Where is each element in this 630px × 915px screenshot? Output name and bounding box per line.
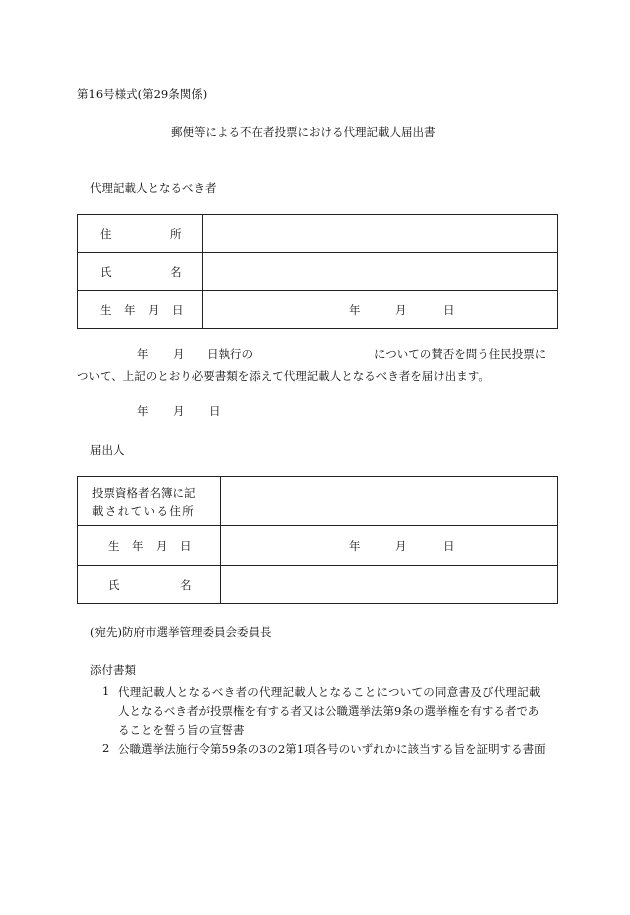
proxy-address-row — [78, 215, 558, 253]
proxy-name-row — [78, 253, 558, 291]
attachment-number: 2 — [102, 741, 110, 755]
proxy-birthdate-field[interactable] — [203, 291, 558, 329]
form-number: 第16号様式(第29条関係) — [77, 87, 208, 101]
applicant-name-row — [78, 566, 558, 604]
address-label: 住 所 — [100, 226, 182, 241]
submit-date: 年 月 日 — [137, 404, 221, 418]
year-label: 年 — [349, 538, 361, 553]
proxy-address-field[interactable] — [203, 215, 558, 253]
applicant-birthdate-field[interactable] — [221, 526, 558, 566]
applicant-address-row — [78, 477, 558, 526]
applicant-table — [77, 476, 558, 604]
proxy-table — [77, 214, 558, 329]
attachment-line: ることを誓う旨の宣誓書 — [118, 723, 245, 737]
attachment-line: 代理記載人となるべき者の代理記載人となることについての同意書及び代理記載 — [118, 685, 541, 699]
attachment-line: 公職選挙法施行令第59条の3の2第1項各号のいずれかに該当する旨を証明する書面 — [118, 742, 546, 756]
applicant-name-field[interactable] — [221, 566, 558, 604]
statement-line-1: 年 月 日執行の についての賛否を問う住民投票に — [137, 347, 547, 361]
proxy-section-heading: 代理記載人となるべき者 — [90, 181, 217, 195]
statement-line-2: ついて、上記のとおり必要書類を添えて代理記載人となるべき者を届け出ます。 — [77, 369, 490, 383]
applicant-birthdate-label: 生 年 月 日 — [108, 538, 192, 553]
day-label: 日 — [443, 538, 455, 553]
name-label: 氏 名 — [100, 264, 182, 279]
attachment-line: 人となるべき者が投票権を有する者又は公職選挙法第9条の選挙権を有する者であ — [118, 704, 540, 718]
year-label: 年 — [349, 302, 361, 317]
attachment-number: 1 — [102, 684, 110, 698]
month-label: 月 — [395, 538, 407, 553]
proxy-name-field[interactable] — [203, 253, 558, 291]
attachments-heading: 添付書類 — [90, 663, 136, 677]
applicant-name-label: 氏 名 — [108, 577, 192, 592]
birthdate-label: 生 年 月 日 — [100, 302, 184, 317]
addressee: (宛先)防府市選挙管理委員会委員長 — [90, 625, 272, 639]
applicant-birthdate-row — [78, 526, 558, 566]
document-title: 郵便等による不在者投票における代理記載人届出書 — [171, 125, 436, 139]
day-label: 日 — [443, 302, 455, 317]
registered-address-label: 投票資格者名簿に記 載されている住所 — [92, 486, 196, 518]
month-label: 月 — [395, 302, 407, 317]
applicant-section-heading: 届出人 — [90, 443, 125, 457]
applicant-address-field[interactable] — [221, 477, 558, 526]
proxy-birthdate-row — [78, 291, 558, 329]
